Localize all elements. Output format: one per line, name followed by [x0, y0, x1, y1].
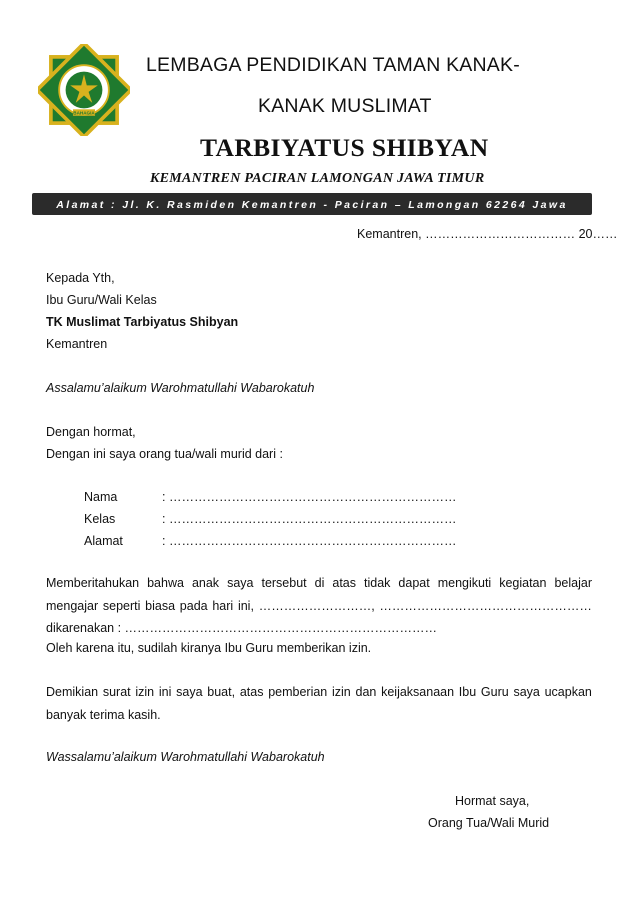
institution-title-line1: LEMBAGA PENDIDIKAN TAMAN KANAK- [146, 54, 520, 76]
recipient-line3: Kemantren [46, 337, 108, 351]
word: di [314, 576, 325, 590]
paragraph3-line1 [46, 684, 592, 700]
word: atas [332, 576, 357, 590]
word: bahwa [147, 576, 184, 590]
word: saya [227, 576, 254, 590]
word: Demikian [46, 685, 99, 699]
word: biasa [145, 599, 176, 613]
signer-label: Orang Tua/Wali Murid [428, 816, 550, 830]
word: izin [135, 685, 155, 699]
greeting: Dengan hormat, [46, 425, 136, 439]
word: anak [191, 576, 220, 590]
address-bar [32, 193, 592, 215]
word: kegiatan [499, 576, 547, 590]
word: izin [332, 685, 351, 699]
word: hari [212, 599, 234, 613]
paragraph2: Oleh karena itu, sudilah kiranya Ibu Guru memberikan izin. [46, 641, 372, 655]
intro-line: Dengan ini saya orang tua/wali murid dari : [46, 447, 283, 461]
logo-frame [38, 44, 130, 136]
word: surat [102, 685, 131, 699]
paragraph1-line1 [46, 575, 592, 591]
paragraph3-line2: banyak terima kasih. [46, 708, 161, 722]
word: Ibu [458, 685, 477, 699]
word: saya [176, 685, 203, 699]
recipient-label: Kepada Yth, [46, 271, 115, 285]
field-value-nama: : …………………………………………………………… [162, 490, 457, 504]
word: dan [355, 685, 377, 699]
paragraph1-line3: dikarenakan : ………………………………………………………………… [46, 621, 438, 635]
word: seperti [102, 599, 141, 613]
word: atas [239, 685, 264, 699]
recipient-line1: Ibu Guru/Wali Kelas [46, 293, 157, 307]
word: ………………………, [258, 599, 375, 613]
word: keijaksanaan [381, 685, 455, 699]
address-text: Alamat : Jl. K. Rasmiden Kemantren - Paciran – Lamongan 62264 Jawa [56, 198, 568, 211]
field-value-kelas: : …………………………………………………………… [162, 512, 457, 526]
word: tidak [364, 576, 391, 590]
field-label-kelas: Kelas [84, 512, 116, 526]
place-date: Kemantren, ……………………………… 20…… [357, 227, 618, 241]
word: pada [179, 599, 208, 613]
word: dapat [398, 576, 430, 590]
field-label-nama: Nama [84, 490, 118, 504]
word: saya [513, 685, 540, 699]
field-value-alamat: : …………………………………………………………… [162, 534, 457, 548]
paragraph1-line2 [46, 598, 592, 614]
word: buat, [207, 685, 236, 699]
word: ucapkan [544, 685, 592, 699]
word: ini [158, 685, 172, 699]
word: mengajar [46, 599, 99, 613]
word: tersebut [261, 576, 307, 590]
word: mengikuti [437, 576, 492, 590]
word: pemberian [268, 685, 328, 699]
closing-salam: Wassalamu’alaikum Warohmatullahi Wabarokatuh [46, 750, 325, 764]
institution-title-line2: KANAK MUSLIMAT [258, 95, 432, 117]
closing-phrase: Hormat saya, [455, 794, 530, 808]
word: Memberitahukan [46, 576, 140, 590]
field-label-alamat: Alamat [84, 534, 123, 548]
logo-caption: BAHAGIA [73, 110, 95, 116]
school-logo [38, 44, 130, 136]
district-line: KEMANTREN PACIRAN LAMONGAN JAWA TIMUR [150, 171, 485, 186]
word: Guru [480, 685, 509, 699]
word: ini, [237, 599, 254, 613]
school-name: TARBIYATUS SHIBYAN [200, 133, 489, 162]
recipient-line2: TK Muslimat Tarbiyatus Shibyan [46, 315, 239, 329]
opening-salam: Assalamu’alaikum Warohmatullahi Wabarokatuh [46, 381, 315, 395]
word: …………………………………………… [379, 599, 592, 613]
word: belajar [554, 576, 592, 590]
